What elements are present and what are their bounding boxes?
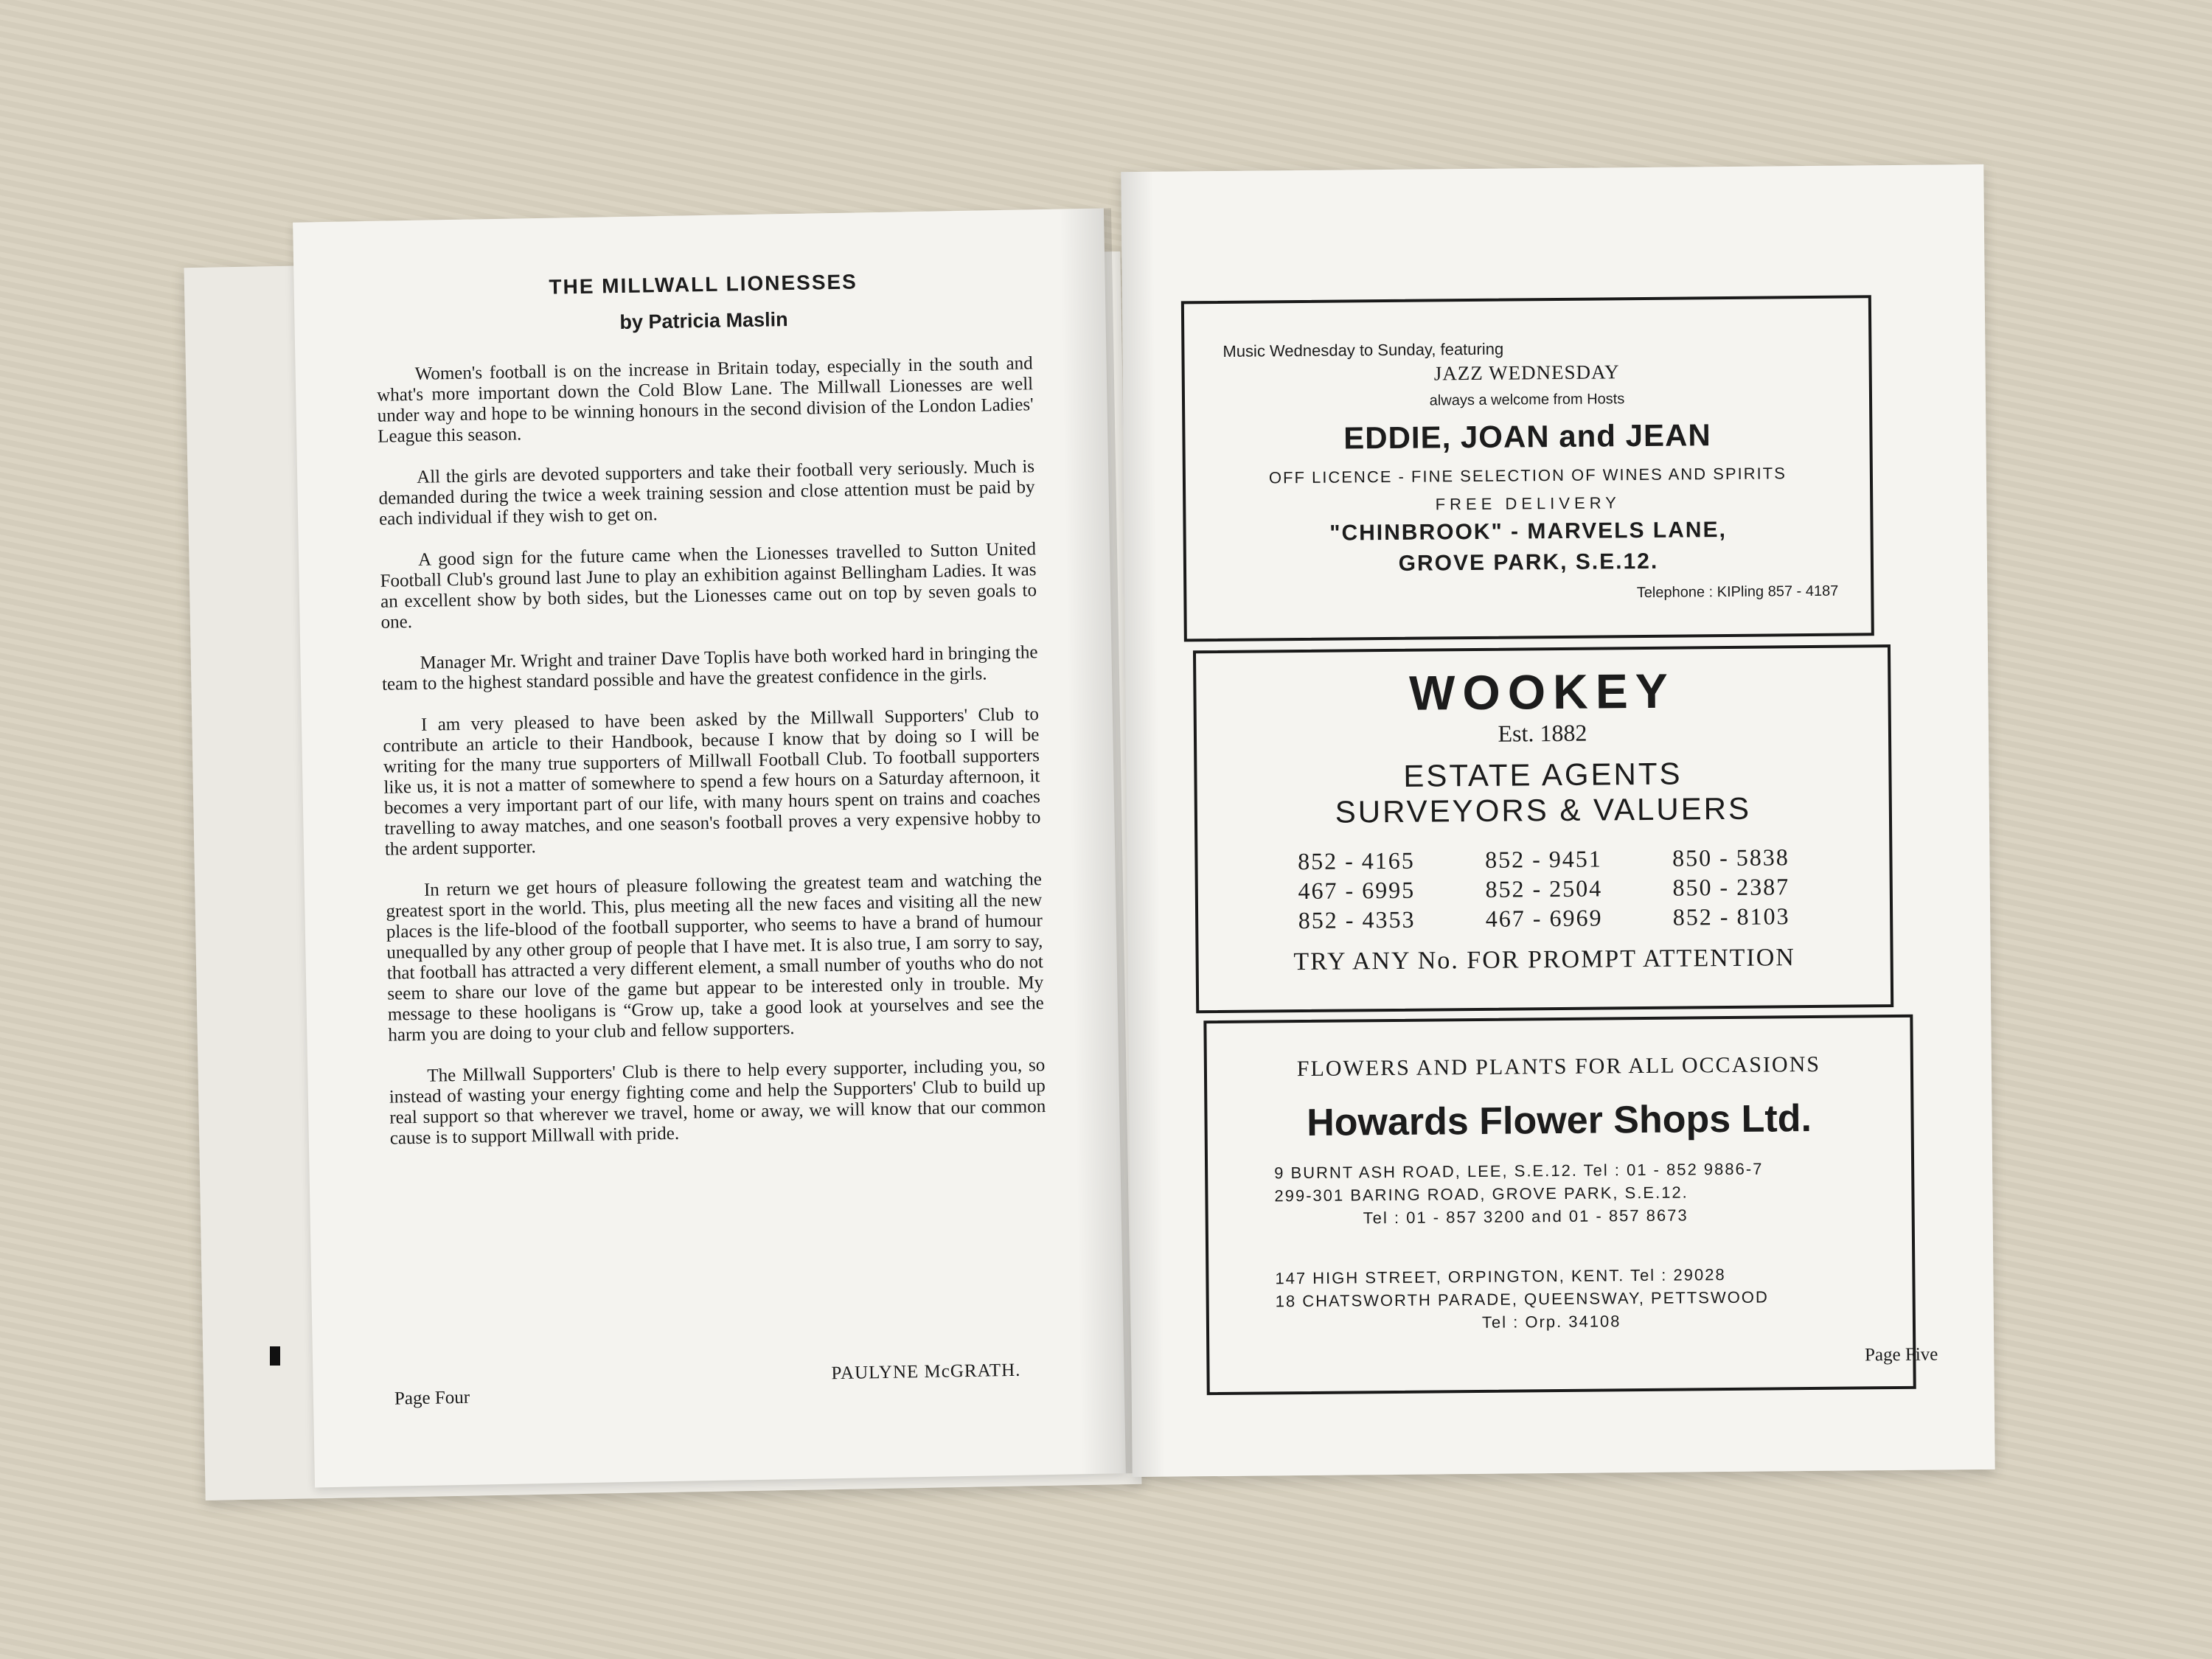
ad-music-line: Music Wednesday to Sunday, featuring bbox=[1222, 339, 1504, 361]
wookey-phone-grid bbox=[1197, 841, 1890, 936]
ad-jazz-line: JAZZ WEDNESDAY bbox=[1433, 361, 1620, 385]
phone-number: 467 - 6995 bbox=[1298, 876, 1416, 905]
wookey-role: ESTATE AGENTS bbox=[1403, 756, 1683, 793]
left-page bbox=[293, 209, 1126, 1488]
address-gap bbox=[1275, 1225, 1912, 1267]
phone-number: 467 - 6969 bbox=[1485, 904, 1603, 932]
wookey-role: SURVEYORS & VALUERS bbox=[1335, 790, 1752, 830]
address-line: 18 CHATSWORTH PARADE, QUEENSWAY, PETTSWOOD bbox=[1275, 1287, 1769, 1311]
article-byline: by Patricia Maslin bbox=[619, 308, 788, 334]
article-body bbox=[376, 353, 1046, 1149]
phone-number: 850 - 2387 bbox=[1672, 873, 1790, 901]
article-paragraph: The Millwall Supporters' Club is there to help every supporter, including you, so instead of wasting your energy fighting come and help the Supporters' Club to build up real support so that wherever we travel, home or away, we will know that our common cause is to support Millwall with pride. bbox=[389, 1055, 1046, 1149]
article-title: THE MILLWALL LIONESSES bbox=[549, 270, 858, 299]
wookey-tagline: TRY ANY No. FOR PROMPT ATTENTION bbox=[1293, 944, 1796, 976]
howards-advert bbox=[1203, 1015, 1916, 1395]
ad-licence-line: OFF LICENCE - FINE SELECTION OF WINES AND SPIRITS bbox=[1268, 464, 1787, 487]
phone-number: 852 - 4353 bbox=[1298, 905, 1416, 934]
left-page-footer bbox=[394, 1360, 1050, 1409]
article-paragraph: I am very pleased to have been asked by the Millwall Supporters' Club to contribute an article to their Handbook, because I know that by doing so I will be writing for the many true supporters of Millwall Football Club. To football supporters like us, it is not a matter of somewhere to spend a few hours on a Saturday afternoon, it becomes a very important part of our life, with many hours spent on trains and coaches travelling to away matches, and one season's football proves a very expensive hobby to the ardent supporter. bbox=[383, 704, 1041, 860]
article-paragraph: A good sign for the future came when the Lionesses travelled to Sutton United Football Club's ground last June to play an exhibition against Bellingham Ladies. It was an excellent show by both sides, but the Lionesses came out on top by seven goals to one. bbox=[380, 539, 1037, 633]
ad-telephone: Telephone : KIPling 857 - 4187 bbox=[1636, 582, 1839, 602]
ad-address-line: "CHINBROOK" - MARVELS LANE, bbox=[1329, 517, 1727, 546]
ad-welcome-line: always a welcome from Hosts bbox=[1429, 391, 1625, 409]
howards-company-name: Howards Flower Shops Ltd. bbox=[1306, 1097, 1812, 1144]
ad-hosts-names: EDDIE, JOAN and JEAN bbox=[1343, 417, 1711, 456]
article-paragraph: Women's football is on the increase in Britain today, especially in the south and what's more important down the Cold Blow Lane. The Millwall Lionesses are well under way and hope to be winning honours in the second division of the London Ladies' League this season. bbox=[376, 353, 1034, 447]
article-paragraph: Manager Mr. Wright and trainer Dave Toplis have both worked hard in bringing the team to the highest standard possible and have the greatest confidence in the girls. bbox=[381, 642, 1038, 695]
wookey-advert bbox=[1193, 644, 1893, 1013]
right-page bbox=[1121, 164, 1994, 1477]
ad-address-line: GROVE PARK, S.E.12. bbox=[1398, 549, 1659, 576]
page-number-right: Page Five bbox=[1864, 1344, 1938, 1366]
page-tab-marker bbox=[270, 1346, 280, 1366]
phone-number: 852 - 4165 bbox=[1297, 846, 1415, 875]
article-paragraph: All the girls are devoted supporters and take their football very seriously. Much is demanded during the twice a week training session and close attention must be paid by each individual if they wish to get on. bbox=[378, 456, 1035, 529]
address-line: 147 HIGH STREET, ORPINGTON, KENT. Tel : 29028 bbox=[1275, 1265, 1726, 1288]
phone-number: 852 - 9451 bbox=[1484, 845, 1602, 873]
wookey-name: WOOKEY bbox=[1408, 663, 1676, 720]
ad-delivery-line: FREE DELIVERY bbox=[1435, 493, 1621, 514]
phone-number: 850 - 5838 bbox=[1672, 844, 1790, 872]
address-line: 299-301 BARING ROAD, GROVE PARK, S.E.12. bbox=[1274, 1183, 1688, 1206]
address-line: Tel : 01 - 857 3200 and 01 - 857 8673 bbox=[1363, 1206, 1688, 1228]
howards-address-block bbox=[1208, 1156, 1913, 1336]
phone-number: 852 - 8103 bbox=[1672, 902, 1790, 931]
phone-number: 852 - 2504 bbox=[1485, 874, 1603, 902]
address-line: 9 BURNT ASH ROAD, LEE, S.E.12. Tel : 01 - 852 9886-7 bbox=[1274, 1159, 1764, 1183]
author-signature: PAULYNE McGRATH. bbox=[831, 1360, 1021, 1384]
address-line: Tel : Orp. 34108 bbox=[1481, 1312, 1621, 1332]
chinbrook-advert bbox=[1181, 295, 1874, 641]
page-number-left: Page Four bbox=[394, 1387, 470, 1409]
howards-tagline: FLOWERS AND PLANTS FOR ALL OCCASIONS bbox=[1296, 1051, 1821, 1082]
wookey-established: Est. 1882 bbox=[1498, 719, 1587, 747]
article-paragraph: In return we get hours of pleasure following the greatest team and watching the greatest sport in the world. This, plus meeting all the new faces and visiting all the new places is the life-blood of the football supporter, who seems to have a brand of humour unequalled by any other group of people that I have met. It is also true, I am sorry to say, that football has attracted a very different element, a small number of youths who do not seem to share our love of the game but appear to be interested only in trouble. My message to these hooligans is “Grow up, take a good look at yourselves and see the harm you are doing to your club and fellow supporters. bbox=[386, 869, 1044, 1046]
